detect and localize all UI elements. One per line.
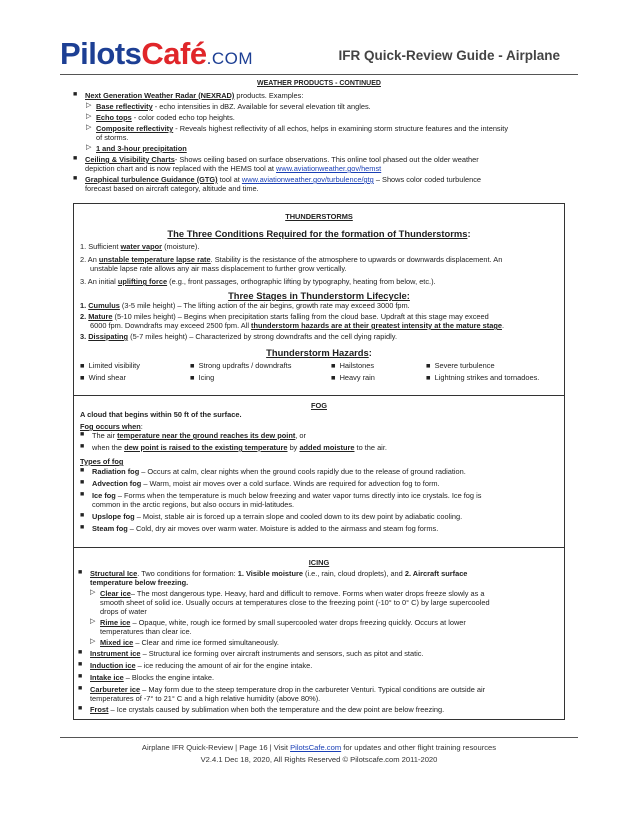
stage-2-cont: 6000 fpm. Downdrafts may exceed 2500 fpm. All thunderstorm hazards are at their greatest intensity at the mature stage. [90, 321, 505, 330]
gtg-text-cont: forecast based on aircraft category, altitude and time. [85, 184, 259, 193]
text: – ice reducing the amount of air for the engine intake. [135, 661, 313, 670]
text: – Blocks the engine intake. [123, 673, 215, 682]
stage-2 [80, 312, 489, 321]
carbureter-ice-term: Carbureter ice [90, 685, 141, 694]
fog-types-term: Types of fog [80, 457, 124, 466]
hazards-heading-text: Thunderstorm Hazards [266, 347, 369, 358]
pilotscafe-link[interactable]: PilotsCafe.com [290, 743, 342, 752]
hazard-item: ■ Strong updrafts / downdrafts [190, 361, 292, 370]
list-item [78, 661, 312, 670]
ceiling-visibility-text: - Shows ceiling based on surface observations. This online tool phased out the older weather [174, 155, 479, 164]
rime-ice-cont: temperatures than clear ice. [100, 627, 192, 636]
hems-link[interactable]: www.aviationweather.gov/hemst [276, 164, 382, 173]
hazard-item: ■ Heavy rain [331, 373, 375, 382]
carbureter-ice-cont: temperatures of -7° to 21° C and a high relative humidity (above 80%). [90, 694, 321, 703]
bullet-icon: ■ [78, 649, 83, 656]
stages-heading [73, 290, 565, 301]
base-reflectivity-term: Base reflectivity [96, 102, 153, 111]
text: 6000 fpm. Downdrafts may exceed 2500 fpm. All [90, 321, 252, 330]
list-item [80, 443, 387, 452]
bullet-icon: ■ [80, 512, 85, 519]
text: . Stability is the resistance of the atmosphere to upwards or downwards displacement. An [210, 255, 503, 264]
list-item [78, 569, 467, 578]
hazard-label: Strong updrafts / downdrafts [198, 361, 292, 370]
conditions-heading: The Three Conditions Required for the formation of Thunderstorms: [167, 228, 471, 239]
condition-2 [80, 255, 502, 264]
ice-fog-text-cont: common in the arctic regions, but also occurs in mid-latitudes. [92, 500, 295, 509]
base-reflectivity-text: - echo intensities in dBZ. Available for several elevation tilt angles. [152, 102, 371, 111]
text: (i.e., rain, cloud droplets), and [302, 569, 405, 578]
water-vapor-term: water vapor [120, 242, 163, 251]
hazard-item: ■ Lightning strikes and tornadoes. [426, 373, 540, 382]
fog-definition: A cloud that begins within 50 ft of the surface. [80, 410, 242, 419]
text: (5-7 miles height) – Characterized by strong downdrafts and the cell dying rapidly. [128, 332, 397, 341]
frost-term: Frost [90, 705, 109, 714]
bullet-icon: ■ [80, 443, 85, 450]
structural-ice-cont: temperature below freezing. [90, 578, 189, 587]
bullet-icon: ■ [78, 705, 83, 712]
text: – Ice crystals caused by sublimation when both the temperature and the dew point are below freezing. [108, 705, 445, 714]
text: – Opaque, white, rough ice formed by small supercooled water drops freezing quickly. Occurs at lower [130, 618, 466, 627]
list-item [78, 673, 214, 682]
lapse-rate-term: unstable temperature lapse rate [98, 255, 211, 264]
added-moisture-term: added moisture [299, 443, 355, 452]
list-item [86, 144, 187, 153]
nexrad-text: products. Examples: [234, 91, 304, 100]
guide-title: IFR Quick-Review Guide - Airplane [338, 48, 560, 63]
uplifting-force-term: uplifting force [117, 277, 168, 286]
hazards-heading: Thunderstorm Hazards: [266, 347, 372, 358]
ice-fog-term: Ice fog [92, 491, 116, 500]
stage-1 [80, 301, 410, 310]
clear-ice-cont: smooth sheet of solid ice. Usually occurs at temperatures close to the freezing point (-10° to 0° C) by large supercooled [100, 598, 490, 607]
hazard-label: Heavy rain [339, 373, 375, 382]
cumulus-term: Cumulus [88, 301, 120, 310]
bullet-icon: ■ [78, 569, 83, 576]
text: . Two conditions for formation: [137, 569, 238, 578]
dissipating-term: Dissipating [88, 332, 129, 341]
structural-ice-cont-text: temperature below freezing [90, 578, 187, 587]
conditions-heading-text: The Three Conditions Required for the formation of Thunderstorms [167, 228, 468, 239]
list-item [80, 512, 462, 521]
hazard-label: Wind shear [88, 373, 126, 382]
hazard-label: Severe turbulence [434, 361, 495, 370]
bullet-icon: ■ [73, 175, 78, 182]
bullet-icon: ■ [78, 673, 83, 680]
triangle-icon: ▷ [86, 144, 92, 151]
hazard-label: Icing [198, 373, 215, 382]
structural-ice-term: Structural Ice [90, 569, 138, 578]
mixed-ice-term: Mixed ice [100, 638, 134, 647]
text: 2. An [80, 255, 99, 264]
text: – Occurs at calm, clear nights when the ground cools rapidly due to the release of ground radiation. [139, 467, 466, 476]
list-item [86, 124, 508, 133]
precipitation-term: 1 and 3-hour precipitation [96, 144, 187, 153]
visible-moisture-term: 1. Visible moisture [237, 569, 303, 578]
hazard-item: ■ Limited visibility [80, 361, 140, 370]
bullet-icon: ■ [78, 661, 83, 668]
stage-number: 2. [80, 312, 89, 321]
text: 1. Sufficient [80, 242, 121, 251]
gtg-text: tool at [217, 175, 242, 184]
triangle-icon: ▷ [86, 113, 92, 120]
triangle-icon: ▷ [86, 102, 92, 109]
hazard-label: Hailstones [339, 361, 375, 370]
echo-tops-text: - color coded echo top heights. [131, 113, 235, 122]
intake-ice-term: Intake ice [90, 673, 124, 682]
condition-3 [80, 277, 436, 286]
echo-tops-term: Echo tops [96, 113, 132, 122]
list-item [86, 113, 235, 122]
list-item [78, 649, 424, 658]
list-item [86, 102, 371, 111]
ceiling-visibility-text-cont [85, 164, 381, 173]
dew-point-term: temperature near the ground reaches its dew point [117, 431, 296, 440]
thunderstorms-title: THUNDERSTORMS [285, 212, 353, 221]
bullet-icon: ■ [80, 467, 85, 474]
stage-number: 3. [80, 332, 89, 341]
list-item [78, 705, 444, 714]
text: – May form due to the steep temperature drop in the carbureter Venturi. Typical conditions are outside air [140, 685, 486, 694]
text: – Forms when the temperature is much below freezing and water vapor turns directly into ice crystals. Ice fog is [115, 491, 482, 500]
list-item [80, 467, 466, 476]
text: – Cold, dry air moves over warm water. Moisture is added to the airmass and steam fog forms. [127, 524, 439, 533]
list-item [73, 155, 479, 164]
footer-divider [60, 737, 578, 738]
hazard-item: ■ Hailstones [331, 361, 375, 370]
text: – Clear and rime ice formed simultaneously. [133, 638, 279, 647]
induction-ice-term: Induction ice [90, 661, 136, 670]
hazard-label: Lightning strikes and tornadoes. [434, 373, 540, 382]
mature-term: Mature [88, 312, 113, 321]
triangle-icon: ▷ [86, 124, 92, 131]
mature-hazards-term: thunderstorm hazards are at their greatest intensity at the mature stage [251, 321, 502, 330]
condition-1 [80, 242, 199, 251]
list-item [90, 638, 279, 647]
bullet-icon: ■ [78, 685, 83, 692]
text: – Structural ice forming over aircraft instruments and sensors, such as pitot and static. [140, 649, 424, 658]
text: – Warm, moist air moves over a cold surface. Winds are required for advection fog to form. [141, 479, 440, 488]
stage-3 [80, 332, 397, 341]
icing-title: ICING [308, 558, 330, 567]
composite-reflectivity-text: - Reveals highest reflectivity of all echos, helps in examining storm structure features and the intensity [173, 124, 509, 133]
gtg-text-2: – Shows color coded turbulence [373, 175, 482, 184]
text: Airplane IFR Quick-Review | Page 16 | Visit [141, 743, 291, 752]
bullet-icon: ■ [80, 479, 85, 486]
list-item [73, 175, 481, 184]
list-item [73, 91, 303, 100]
ceiling-visibility-text-2: depiction chart and is now replaced with the HEMS tool at [85, 164, 277, 173]
text: (e.g., front passages, orthographic lifting by typography, heating from below, etc.). [167, 277, 436, 286]
text: – Moist, stable air is forced up a terrain slope and cooled down to its dew point by adiabatic cooling. [134, 512, 463, 521]
bullet-icon: ■ [73, 91, 78, 98]
fog-definition-text: A cloud that begins within 50 ft of the surface [80, 410, 240, 419]
hazard-label: Limited visibility [88, 361, 140, 370]
fog-occurs-term: Fog occurs when [80, 422, 141, 431]
text: for updates and other flight training resources [341, 743, 497, 752]
clear-ice-cont-2: drops of water [100, 607, 147, 616]
fog-occurs-label: Fog occurs when: [80, 422, 143, 431]
text: when the [92, 443, 125, 452]
nexrad-term: Next Generation Weather Radar (NEXRAD) [85, 91, 235, 100]
header-divider [60, 74, 578, 75]
weather-section-title: WEATHER PRODUCTS - CONTINUED [257, 80, 381, 87]
gtg-link[interactable]: www.aviationweather.gov/turbulence/gtg [241, 175, 374, 184]
text: The air [92, 431, 118, 440]
list-item [90, 618, 466, 627]
footer-line-2: V2.4.1 Dec 18, 2020, All Rights Reserved © Pilotscafe.com 2011-2020 [200, 755, 438, 764]
triangle-icon: ▷ [90, 638, 96, 645]
dew-point-raised-term: dew point is raised to the existing temperature [124, 443, 288, 452]
stages-heading-text: Three Stages in Thunderstorm Lifecycle: [228, 290, 410, 301]
instrument-ice-term: Instrument ice [90, 649, 141, 658]
hazard-item: ■ Wind shear [80, 373, 126, 382]
text: – The most dangerous type. Heavy, hard and difficult to remove. Forms when water drops freeze slowly as a [130, 589, 485, 598]
logo-cafe: Café [141, 36, 207, 71]
composite-reflectivity-text-cont: of storms. [96, 133, 129, 142]
text: , or [295, 431, 306, 440]
bullet-icon: ■ [80, 524, 85, 531]
text: (moisture). [162, 242, 200, 251]
hazard-item: ■ Severe turbulence [426, 361, 495, 370]
text: to the air. [354, 443, 387, 452]
triangle-icon: ▷ [90, 618, 96, 625]
fog-types-label [80, 457, 123, 466]
rime-ice-term: Rime ice [100, 618, 131, 627]
logo-com: .COM [206, 49, 253, 68]
footer-line-1 [0, 743, 638, 752]
logo-pilots: Pilots [60, 36, 142, 71]
stage-number: 1. [80, 301, 89, 310]
list-item [78, 685, 485, 694]
bullet-icon: ■ [80, 431, 85, 438]
radiation-fog-term: Radiation fog [92, 467, 140, 476]
text: (3-5 mile height) – The lifting action of the air begins, growth rate may exceed 3000 fpm. [119, 301, 410, 310]
composite-reflectivity-term: Composite reflectivity [96, 124, 174, 133]
clear-ice-term: Clear ice [100, 589, 131, 598]
text: 3. An initial [80, 277, 118, 286]
bullet-icon: ■ [73, 155, 78, 162]
gtg-term: Graphical turbulence Guidance (GTG) [85, 175, 218, 184]
steam-fog-term: Steam fog [92, 524, 128, 533]
triangle-icon: ▷ [90, 589, 96, 596]
advection-fog-term: Advection fog [92, 479, 142, 488]
hazard-item: ■ Icing [190, 373, 215, 382]
list-item [80, 524, 438, 533]
text: by [287, 443, 300, 452]
ceiling-visibility-term: Ceiling & Visibility Charts [85, 155, 175, 164]
list-item [80, 431, 306, 440]
text: (5-10 miles height) – Begins when precipitation starts falling from the cloud base. Updraft at this stage may exceed [112, 312, 489, 321]
surface-temp-term: 2. Aircraft surface [404, 569, 468, 578]
upslope-fog-term: Upslope fog [92, 512, 135, 521]
pilotscafe-logo [60, 38, 253, 69]
condition-2-cont: unstable lapse rate allows any air mass displacement to further grow vertically. [90, 264, 347, 273]
bullet-icon: ■ [80, 491, 85, 498]
list-item [90, 589, 485, 598]
fog-title: FOG [310, 401, 327, 410]
list-item [80, 491, 481, 500]
list-item [80, 479, 440, 488]
